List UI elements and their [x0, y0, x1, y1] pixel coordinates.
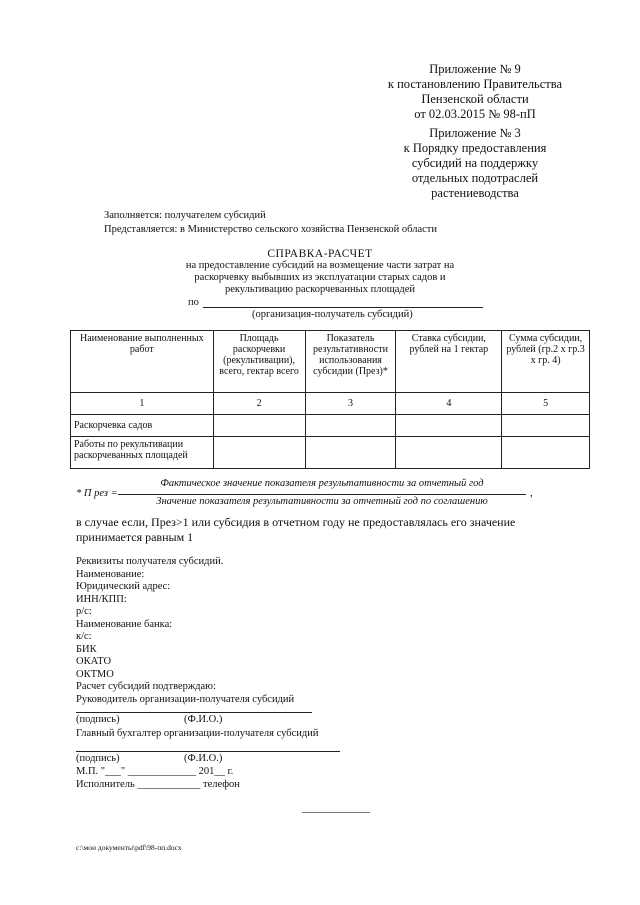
- accountant-fio-caption: (Ф.И.О.): [184, 753, 223, 764]
- footer-file-path: c:\мои документы\pdf\98-пп.docx: [76, 843, 182, 852]
- separator-line: [302, 812, 370, 813]
- col-number-1: 1: [71, 393, 214, 415]
- header-sum: Сумма субсидии, рублей (гр.2 х гр.3 х гр. 4): [502, 331, 590, 393]
- row-recultivation-effectiveness[interactable]: [305, 437, 396, 469]
- executor-line: Исполнитель ____________ телефон: [76, 779, 240, 790]
- appendix-9-line3: Пензенской области: [421, 92, 529, 106]
- formula-numerator: Фактическое значение показателя результативности за отчетный год: [160, 478, 484, 489]
- formula-lhs: * П рез =: [76, 488, 118, 499]
- stamp-date-line: М.П. "___" _____________ 201__ г.: [76, 766, 234, 777]
- requisites-head: Руководитель организации-получателя субсидий: [76, 693, 295, 705]
- requisites-okato: ОКАТО: [76, 656, 112, 667]
- head-fio-caption: (Ф.И.О.): [184, 714, 223, 725]
- header-area: Площадь раскорчевки (рекультивации), всего, гектар всего: [213, 331, 305, 393]
- title-sub2: раскорчевку выбывших из эксплуатации старых садов и: [194, 272, 446, 283]
- organization-line: [203, 307, 483, 308]
- table-row: [71, 415, 590, 437]
- requisites-oktmo: ОКТМО: [76, 668, 114, 680]
- requisites-confirm: Расчет субсидий подтверждаю:: [76, 681, 216, 692]
- formula-denominator: Значение показателя результативности за отчетный год по соглашению: [156, 496, 488, 507]
- title-sub3: рекультивацию раскорчеванных площадей: [224, 284, 416, 295]
- head-signature-line: [76, 712, 312, 713]
- formula-note-line2: принимается равным 1: [76, 530, 194, 544]
- appendix-3-line5: растениеводства: [431, 186, 519, 200]
- table-row: [71, 437, 590, 469]
- appendix-3-line2: к Порядку предоставления: [403, 141, 547, 155]
- appendix-9-line2: к постановлению Правительства: [387, 77, 563, 91]
- document-title: СПРАВКА-РАСЧЕТ: [267, 248, 373, 260]
- requisites-corr-account: к/с:: [76, 631, 92, 642]
- row-recultivation-label: Работы по рекультивации раскорчеванных площадей: [71, 437, 214, 469]
- col-number-5: 5: [502, 393, 590, 415]
- col-number-3: 3: [305, 393, 396, 415]
- requisites-bik: БИК: [76, 643, 97, 655]
- po-label: по: [188, 297, 199, 308]
- document-title-block: [170, 248, 470, 296]
- requisites-heading: Реквизиты получателя субсидий.: [76, 556, 224, 567]
- col-number-4: 4: [396, 393, 502, 415]
- header-work-name: Наименование выполненных работ: [71, 331, 214, 393]
- row-uprooting-sum[interactable]: [502, 415, 590, 437]
- requisites-block: [76, 556, 294, 706]
- appendix-9-block: [360, 62, 590, 122]
- row-uprooting-effectiveness[interactable]: [305, 415, 396, 437]
- requisites-account: р/с:: [76, 606, 92, 617]
- subsidy-table: [70, 330, 590, 469]
- accountant-label: Главный бухгалтер организации-получателя субсидий: [76, 728, 319, 739]
- row-recultivation-area[interactable]: [213, 437, 305, 469]
- formula-tail: ,: [530, 487, 533, 499]
- row-uprooting-area[interactable]: [213, 415, 305, 437]
- header-effectiveness: Показатель результативности использования субсидии (През)*: [305, 331, 396, 393]
- head-sign-caption: (подпись): [76, 714, 120, 725]
- appendix-3-line4: отдельных подотраслей: [411, 171, 539, 185]
- appendix-9-line4: от 02.03.2015 № 98-пП: [414, 107, 536, 121]
- formula-fraction-bar: [118, 494, 526, 495]
- filled-by-text: Заполняется: получателем субсидий: [104, 210, 266, 221]
- requisites-bank: Наименование банка:: [76, 618, 173, 630]
- row-recultivation-sum[interactable]: [502, 437, 590, 469]
- accountant-signature-line: [76, 751, 340, 752]
- row-recultivation-rate[interactable]: [396, 437, 502, 469]
- table-header-row: [71, 331, 590, 393]
- accountant-sign-caption: (подпись): [76, 753, 120, 764]
- requisites-inn: ИНН/КПП:: [76, 593, 127, 605]
- requisites-address: Юридический адрес:: [76, 581, 171, 592]
- appendix-3-line3: субсидий на поддержку: [411, 156, 539, 170]
- table-number-row: [71, 393, 590, 415]
- row-uprooting-label: Раскорчевка садов: [71, 415, 214, 437]
- appendix-9-line1: Приложение № 9: [429, 62, 521, 76]
- appendix-3-line1: Приложение № 3: [429, 126, 521, 140]
- header-rate: Ставка субсидии, рублей на 1 гектар: [396, 331, 502, 393]
- col-number-2: 2: [213, 393, 305, 415]
- requisites-name: Наименование:: [76, 568, 145, 580]
- formula-note-line1: в случае если, През>1 или субсидия в отчетном году не предоставлялась его значение: [76, 515, 516, 529]
- appendix-3-block: [370, 126, 580, 201]
- row-uprooting-rate[interactable]: [396, 415, 502, 437]
- submitted-to-text: Представляется: в Министерство сельского хозяйства Пензенской области: [104, 224, 438, 235]
- organization-caption: (организация-получатель субсидий): [252, 309, 413, 320]
- formula-note: [76, 515, 515, 545]
- title-sub1: на предоставление субсидий на возмещение части затрат на: [185, 260, 455, 271]
